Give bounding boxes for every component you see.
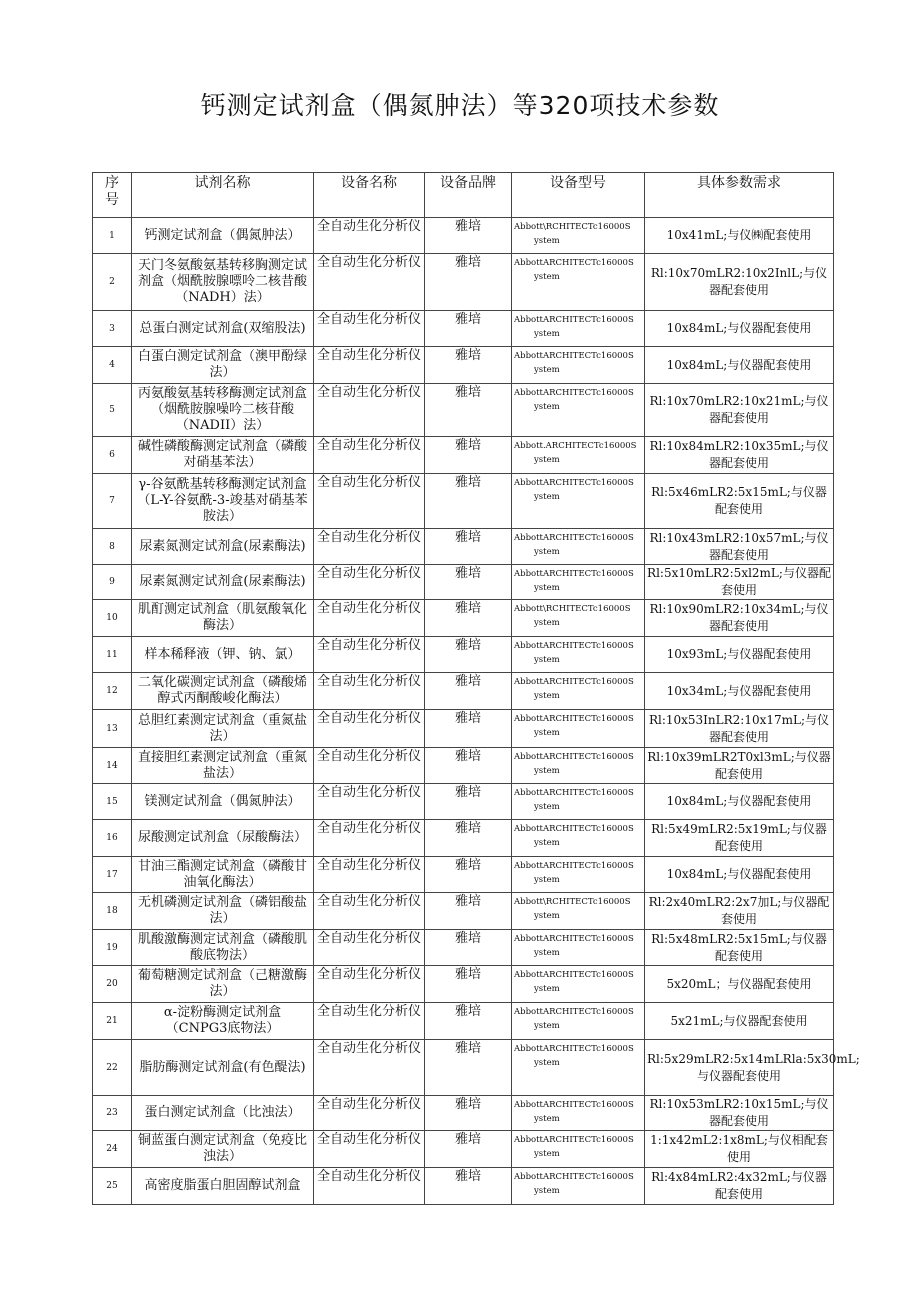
- device-model-line1: AbbottARCHITECTc16000S: [514, 1135, 634, 1145]
- spec-requirement: 10x84mL;与仪器配套使用: [645, 347, 834, 384]
- device-brand: 雅培: [425, 710, 512, 748]
- header-reagent-name: 试剂名称: [132, 173, 314, 218]
- reagent-name: γ-谷氨酰基转移酶测定试剂盒（L-Y-谷氨酰-3-竣基对硝基苯胺法）: [132, 474, 314, 529]
- device-name: 全自动生化分析仪: [314, 673, 425, 710]
- device-model-line1: AbbottARCHITECTc16000S: [514, 533, 634, 543]
- reagent-name: 样本稀释液（钾、钠、氯）: [132, 637, 314, 673]
- row-index: 21: [93, 1003, 132, 1040]
- spec-requirement: Rl:10x53mLR2:10x15mL;与仪器配套使用: [645, 1096, 834, 1131]
- device-model-line1: Abbott\RCHITECTc16000S: [514, 222, 631, 232]
- device-name: 全自动生化分析仪: [314, 857, 425, 893]
- table-row: [93, 966, 834, 1003]
- device-model: [512, 857, 645, 893]
- table-row: [93, 565, 834, 600]
- device-model-line1: AbbottARCHITECTc16000S: [514, 1007, 634, 1017]
- device-model-line1: Abbott\RCHITECTc16000S: [514, 897, 631, 907]
- spec-requirement: Rl:10x70mLR2:10x21mL;与仪器配套使用: [645, 384, 834, 437]
- table-row: [93, 710, 834, 748]
- reagent-name: 脂肪酶测定试剂盒(有色醍法): [132, 1040, 314, 1096]
- device-name: 全自动生化分析仪: [314, 1003, 425, 1040]
- table-row: [93, 784, 834, 820]
- device-model-line1: AbbottARCHITECTc16000S: [514, 1100, 634, 1110]
- spec-requirement: Rl:5x10mLR2:5xl2mL;与仪器配套使用: [645, 565, 834, 600]
- reagent-name: 尿素氮测定试剂盒(尿素酶法): [132, 565, 314, 600]
- device-model: [512, 637, 645, 673]
- table-row: [93, 820, 834, 857]
- header-device-brand: 设备品牌: [425, 173, 512, 218]
- device-brand: 雅培: [425, 637, 512, 673]
- device-model-line2: ystem: [534, 618, 560, 628]
- device-name: 全自动生化分析仪: [314, 748, 425, 784]
- device-brand: 雅培: [425, 474, 512, 529]
- table-row: [93, 437, 834, 474]
- device-model-line2: ystem: [534, 1114, 560, 1124]
- reagent-name: 直接胆红素测定试剂盒（重氮盐法）: [132, 748, 314, 784]
- reagent-name: 肌酸激酶测定试剂盒（磷酸肌酸底物法）: [132, 930, 314, 966]
- device-brand: 雅培: [425, 893, 512, 930]
- spec-requirement: 10x84mL;与仪器配套使用: [645, 311, 834, 347]
- spec-requirement: Rl:10x70mLR2:10x2InlL;与仪器配套使用: [645, 254, 834, 311]
- device-model-line1: AbbottARCHITECTc16000S: [514, 714, 634, 724]
- row-index: 23: [93, 1096, 132, 1131]
- device-model-line1: AbbottARCHITECTc16000S: [514, 351, 634, 361]
- table-row: [93, 384, 834, 437]
- spec-requirement: Rl:10x43mLR2:10x57mL;与仪器配套使用: [645, 529, 834, 565]
- device-brand: 雅培: [425, 347, 512, 384]
- spec-requirement: 10x84mL;与仪器配套使用: [645, 857, 834, 893]
- reagent-name: 葡萄糖测定试剂盒（己糖激酶法）: [132, 966, 314, 1003]
- device-model-line1: AbbottARCHITECTc16000S: [514, 934, 634, 944]
- reagent-name: 肌酊测定试剂盒（肌氨酸氧化酶法）: [132, 600, 314, 637]
- reagent-name: 总蛋白测定试剂盒(双缩股法): [132, 311, 314, 347]
- device-name: 全自动生化分析仪: [314, 710, 425, 748]
- device-model-line1: AbbottARCHITECTc16000S: [514, 641, 634, 651]
- device-model: [512, 254, 645, 311]
- device-name: 全自动生化分析仪: [314, 1131, 425, 1168]
- table-row: [93, 529, 834, 565]
- page-title: 钙测定试剂盒（偶氮肿法）等320项技术参数: [200, 91, 720, 120]
- table-row: [93, 311, 834, 347]
- device-model: [512, 600, 645, 637]
- reagent-name: 甘油三酯测定试剂盒（磷酸甘油氧化酶法）: [132, 857, 314, 893]
- device-model-line2: ystem: [534, 1058, 560, 1068]
- device-model: [512, 1040, 645, 1096]
- device-model-line2: ystem: [534, 655, 560, 665]
- device-model: [512, 384, 645, 437]
- row-index: 20: [93, 966, 132, 1003]
- row-index: 13: [93, 710, 132, 748]
- device-name: 全自动生化分析仪: [314, 565, 425, 600]
- device-model: [512, 966, 645, 1003]
- spec-requirement: 10x84mL;与仪器配套使用: [645, 784, 834, 820]
- reagent-name: 钙测定试剂盒（偶氮肿法）: [132, 218, 314, 254]
- device-name: 全自动生化分析仪: [314, 1168, 425, 1205]
- table-row: [93, 474, 834, 529]
- table-row: [93, 1040, 834, 1096]
- device-model: [512, 1003, 645, 1040]
- reagent-name: 白蛋白测定试剂盒（澳甲酚绿法）: [132, 347, 314, 384]
- table-row: [93, 254, 834, 311]
- device-name: 全自动生化分析仪: [314, 529, 425, 565]
- device-model: [512, 820, 645, 857]
- device-model-line2: ystem: [534, 984, 560, 994]
- row-index: 17: [93, 857, 132, 893]
- device-model: [512, 529, 645, 565]
- device-model-line1: Abbott\RCHITECTc16000S: [514, 604, 631, 614]
- device-name: 全自动生化分析仪: [314, 347, 425, 384]
- device-model-line1: AbbottARCHITECTc16000S: [514, 315, 634, 325]
- row-index: 14: [93, 748, 132, 784]
- reagent-name: 丙氨酸氨基转移酶测定试剂盒（烟酰胺腺噪吟二核苷酸（NADII）法）: [132, 384, 314, 437]
- device-name: 全自动生化分析仪: [314, 218, 425, 254]
- row-index: 7: [93, 474, 132, 529]
- device-model: [512, 710, 645, 748]
- row-index: 8: [93, 529, 132, 565]
- device-name: 全自动生化分析仪: [314, 820, 425, 857]
- device-model: [512, 1096, 645, 1131]
- reagent-name: 二氧化碳测定试剂盒（磷酸烯醇式丙酮酸峻化酶法）: [132, 673, 314, 710]
- device-brand: 雅培: [425, 1003, 512, 1040]
- spec-requirement: Rl:5x49mLR2:5x19mL;与仪器配套使用: [645, 820, 834, 857]
- reagent-name: 尿素氮测定试剂盒(尿素酶法): [132, 529, 314, 565]
- table-row: [93, 637, 834, 673]
- table-row: [93, 1168, 834, 1205]
- device-name: 全自动生化分析仪: [314, 966, 425, 1003]
- device-brand: 雅培: [425, 437, 512, 474]
- table-row: [93, 347, 834, 384]
- device-model-line1: AbbottARCHITECTc16000S: [514, 677, 634, 687]
- parameter-table: [92, 172, 860, 1205]
- reagent-name: 高密度脂蛋白胆固醇试剂盒: [132, 1168, 314, 1205]
- row-index: 16: [93, 820, 132, 857]
- device-model-line2: ystem: [534, 1149, 560, 1159]
- reagent-name: α-淀粉酶测定试剂盒（CNPG3底物法）: [132, 1003, 314, 1040]
- device-model-line2: ystem: [534, 365, 560, 375]
- device-model-line1: AbbottARCHITECTc16000S: [514, 970, 634, 980]
- spec-requirement: Rl:4x84mLR2:4x32mL;与仪器配套使用: [645, 1168, 834, 1205]
- device-brand: 雅培: [425, 600, 512, 637]
- device-name: 全自动生化分析仪: [314, 1040, 425, 1096]
- spec-requirement: Rl:5x46mLR2:5x15mL;与仪器配套使用: [645, 474, 834, 529]
- row-index: 22: [93, 1040, 132, 1096]
- spec-requirement: 10x34mL;与仪器配套使用: [645, 673, 834, 710]
- device-name: 全自动生化分析仪: [314, 254, 425, 311]
- row-index: 11: [93, 637, 132, 673]
- device-model-line2: ystem: [534, 583, 560, 593]
- device-brand: 雅培: [425, 930, 512, 966]
- device-name: 全自动生化分析仪: [314, 1096, 425, 1131]
- table-row: [93, 1003, 834, 1040]
- table-row: [93, 1096, 834, 1131]
- device-model-line2: ystem: [534, 1186, 560, 1196]
- device-brand: 雅培: [425, 1168, 512, 1205]
- row-index: 24: [93, 1131, 132, 1168]
- row-index: 2: [93, 254, 132, 311]
- device-brand: 雅培: [425, 529, 512, 565]
- device-brand: 雅培: [425, 218, 512, 254]
- device-brand: 雅培: [425, 966, 512, 1003]
- table-row: [93, 600, 834, 637]
- device-model-line2: ystem: [534, 802, 560, 812]
- device-brand: 雅培: [425, 820, 512, 857]
- reagent-name: 总胆红素测定试剂盒（重氮盐法）: [132, 710, 314, 748]
- device-model-line1: AbbottARCHITECTc16000S: [514, 478, 634, 488]
- row-index: 3: [93, 311, 132, 347]
- device-model: [512, 474, 645, 529]
- device-name: 全自动生化分析仪: [314, 930, 425, 966]
- row-index: 9: [93, 565, 132, 600]
- row-index: 6: [93, 437, 132, 474]
- device-brand: 雅培: [425, 748, 512, 784]
- device-model-line2: ystem: [534, 402, 560, 412]
- device-model-line2: ystem: [534, 236, 560, 246]
- spec-requirement: Rl:5x29mLR2:5x14mLRla:5x30mL;与仪器配套使用: [645, 1040, 834, 1096]
- device-model-line2: ystem: [534, 875, 560, 885]
- device-model-line1: Abbott.ARCHITECTc16000S: [514, 441, 637, 451]
- device-name: 全自动生化分析仪: [314, 600, 425, 637]
- device-brand: 雅培: [425, 1131, 512, 1168]
- device-model-line1: AbbottARCHITECTc16000S: [514, 824, 634, 834]
- device-model-line2: ystem: [534, 691, 560, 701]
- device-brand: 雅培: [425, 1096, 512, 1131]
- row-index: 15: [93, 784, 132, 820]
- header-index-text: 序 号: [105, 175, 119, 208]
- row-index: 4: [93, 347, 132, 384]
- device-model-line2: ystem: [534, 329, 560, 339]
- spec-requirement: 10x93mL;与仪器配套使用: [645, 637, 834, 673]
- device-model-line2: ystem: [534, 948, 560, 958]
- row-index: 1: [93, 218, 132, 254]
- device-model-line1: AbbottARCHITECTc16000S: [514, 1172, 634, 1182]
- device-name: 全自动生化分析仪: [314, 637, 425, 673]
- device-model-line2: ystem: [534, 766, 560, 776]
- reagent-name: 碱性磷酸酶测定试剂盒（磷酸对硝基苯法）: [132, 437, 314, 474]
- device-brand: 雅培: [425, 673, 512, 710]
- table-row: [93, 857, 834, 893]
- table-row: [93, 673, 834, 710]
- table-header-row: [93, 173, 834, 218]
- reagent-name: 铜蓝蛋白测定试剂盒（免疫比浊法）: [132, 1131, 314, 1168]
- header-device-name: 设备名称: [314, 173, 425, 218]
- spec-requirement: Rl:10x39mLR2T0xl3mL;与仪器配套使用: [645, 748, 834, 784]
- row-index: 5: [93, 384, 132, 437]
- device-model-line2: ystem: [534, 728, 560, 738]
- device-model-line1: AbbottARCHITECTc16000S: [514, 258, 634, 268]
- device-model: [512, 673, 645, 710]
- device-model: [512, 218, 645, 254]
- spec-requirement: Rl:5x48mLR2:5x15mL;与仪器配套使用: [645, 930, 834, 966]
- device-model: [512, 930, 645, 966]
- reagent-name: 蛋白测定试剂盒（比浊法）: [132, 1096, 314, 1131]
- device-model-line2: ystem: [534, 455, 560, 465]
- device-name: 全自动生化分析仪: [314, 437, 425, 474]
- row-index: 19: [93, 930, 132, 966]
- device-model-line2: ystem: [534, 547, 560, 557]
- device-model-line2: ystem: [534, 911, 560, 921]
- device-model-line1: AbbottARCHITECTc16000S: [514, 861, 634, 871]
- device-model-line1: AbbottARCHITECTc16000S: [514, 569, 634, 579]
- device-brand: 雅培: [425, 1040, 512, 1096]
- device-brand: 雅培: [425, 565, 512, 600]
- table-row: [93, 218, 834, 254]
- device-model: [512, 347, 645, 384]
- device-brand: 雅培: [425, 857, 512, 893]
- device-model: [512, 1131, 645, 1168]
- device-model: [512, 311, 645, 347]
- device-model: [512, 1168, 645, 1205]
- device-model-line2: ystem: [534, 272, 560, 282]
- device-name: 全自动生化分析仪: [314, 311, 425, 347]
- device-model: [512, 565, 645, 600]
- device-model-line1: AbbottARCHITECTc16000S: [514, 1044, 634, 1054]
- header-spec: 具体参数需求: [645, 173, 834, 218]
- device-model-line1: AbbottARCHITECTc16000S: [514, 752, 634, 762]
- device-brand: 雅培: [425, 311, 512, 347]
- device-model-line1: AbbottARCHITECTc16000S: [514, 388, 634, 398]
- spec-requirement: 1:1x42mL2:1x8mL;与仪相配套使用: [645, 1131, 834, 1168]
- spec-requirement: Rl:10x84mLR2:10x35mL;与仪器配套使用: [645, 437, 834, 474]
- header-index: [93, 173, 132, 218]
- reagent-name: 镁测定试剂盒（偶氮肿法）: [132, 784, 314, 820]
- reagent-name: 尿酸测定试剂盒（尿酸酶法）: [132, 820, 314, 857]
- device-model-line2: ystem: [534, 1021, 560, 1031]
- device-brand: 雅培: [425, 784, 512, 820]
- device-model-line1: AbbottARCHITECTc16000S: [514, 788, 634, 798]
- device-model-line2: ystem: [534, 492, 560, 502]
- device-model: [512, 437, 645, 474]
- device-model-line2: ystem: [534, 838, 560, 848]
- device-brand: 雅培: [425, 384, 512, 437]
- spec-requirement: Rl:10x53InLR2:10x17mL;与仪器配套使用: [645, 710, 834, 748]
- spec-requirement: Rl:10x90mLR2:10x34mL;与仪器配套使用: [645, 600, 834, 637]
- row-index: 18: [93, 893, 132, 930]
- table-row: [93, 893, 834, 930]
- device-name: 全自动生化分析仪: [314, 893, 425, 930]
- table-row: [93, 748, 834, 784]
- table-row: [93, 1131, 834, 1168]
- header-device-model: 设备型号: [512, 173, 645, 218]
- row-index: 25: [93, 1168, 132, 1205]
- row-index: 10: [93, 600, 132, 637]
- table-row: [93, 930, 834, 966]
- row-index: 12: [93, 673, 132, 710]
- device-model: [512, 893, 645, 930]
- device-name: 全自动生化分析仪: [314, 784, 425, 820]
- spec-requirement: 5x20mL；与仪器配套使用: [645, 966, 834, 1003]
- reagent-name: 天门冬氨酸氨基转移胸测定试剂盒（烟酰胺腺嘌呤二核昔酸（NADH）法）: [132, 254, 314, 311]
- device-brand: 雅培: [425, 254, 512, 311]
- spec-requirement: 5x21mL;与仪器配套使用: [645, 1003, 834, 1040]
- device-model: [512, 748, 645, 784]
- device-model: [512, 784, 645, 820]
- device-name: 全自动生化分析仪: [314, 384, 425, 437]
- device-name: 全自动生化分析仪: [314, 474, 425, 529]
- spec-requirement: 10x41mL;与仪㈱配套使用: [645, 218, 834, 254]
- reagent-name: 无机磷测定试剂盒（磷铝酸盐法）: [132, 893, 314, 930]
- spec-requirement: Rl:2x40mLR2:2x7加L;与仪器配套使用: [645, 893, 834, 930]
